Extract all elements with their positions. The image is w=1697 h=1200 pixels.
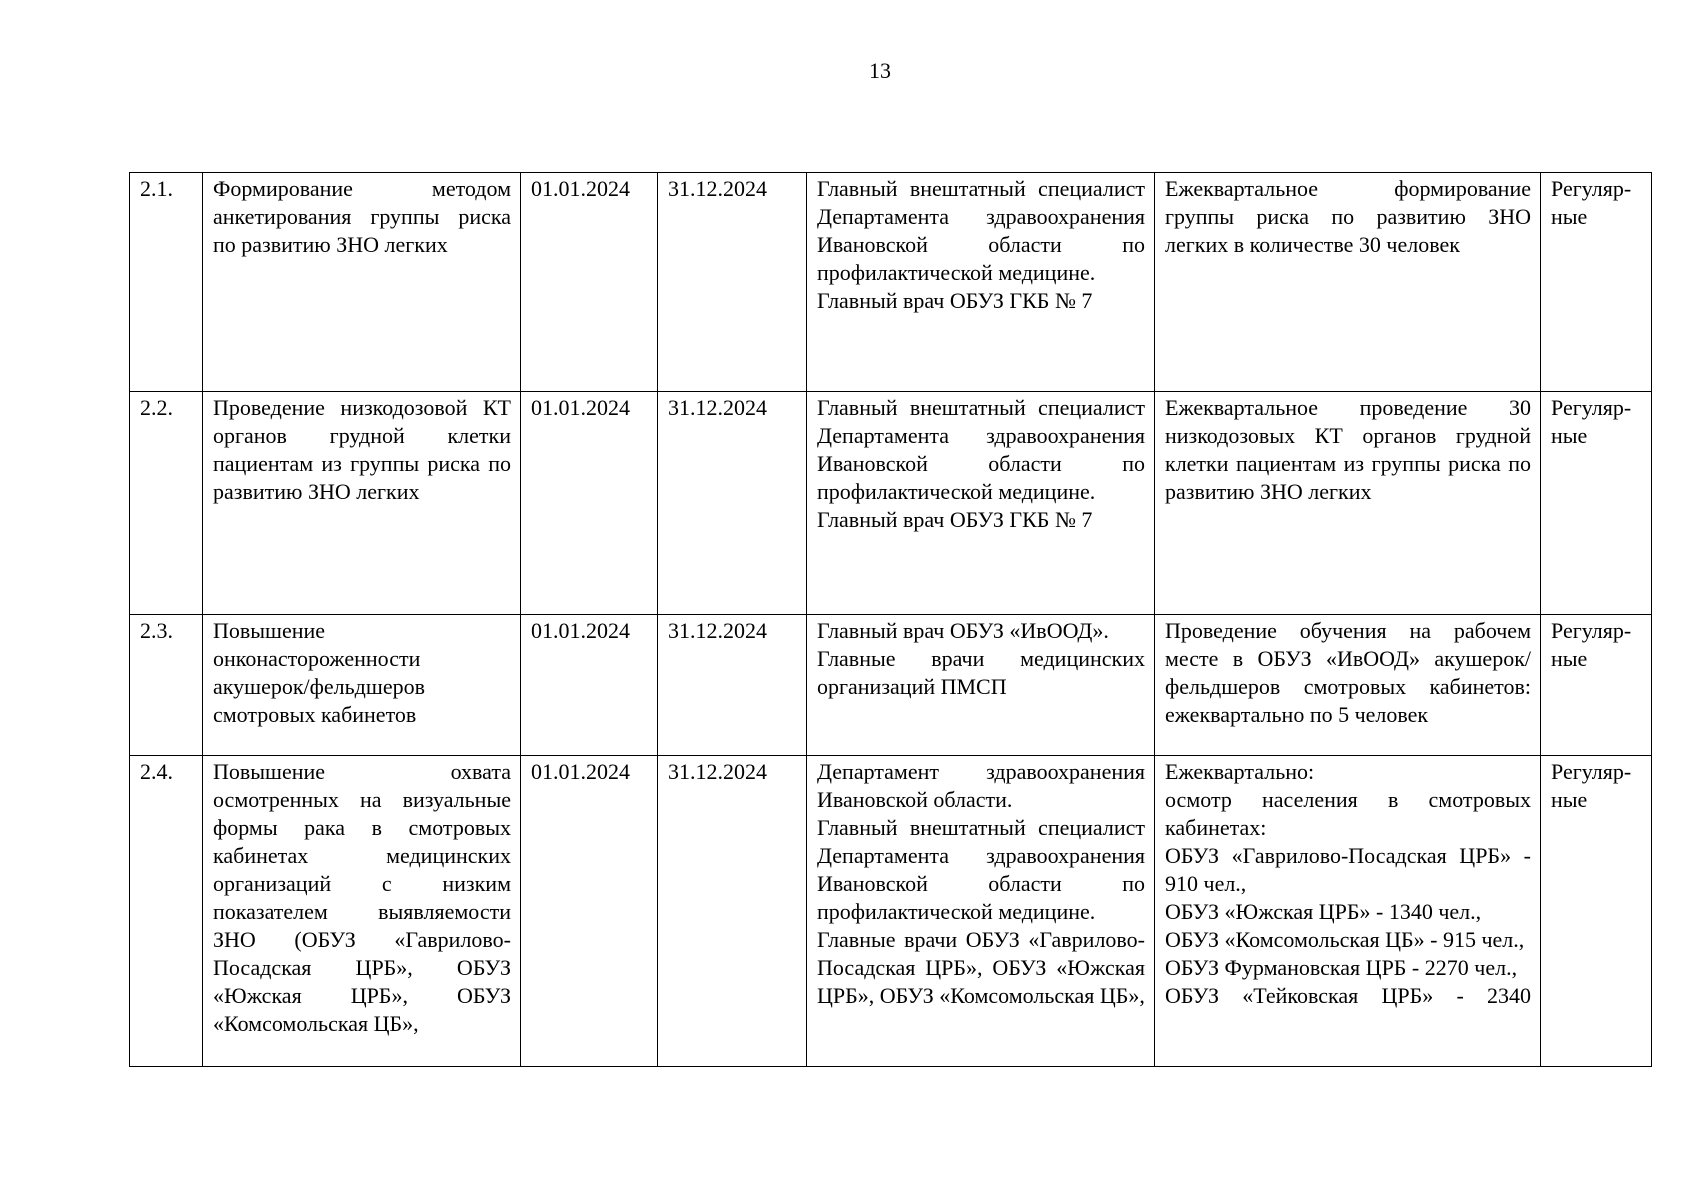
responsible-line: Главный внештатный специалист Департамента здравоохранения Ивановской области по профилактической медицине. <box>817 395 1145 504</box>
result-line: ОБУЗ «Комсомольская ЦБ» - 915 чел., <box>1165 927 1525 952</box>
responsible-line: Главные врачи медицинских организаций ПМСП <box>817 646 1145 699</box>
event-description: Формирование методом анкетирования группы риска по развитию ЗНО легких <box>203 173 521 392</box>
result-line: Ежеквартально: <box>1165 759 1315 784</box>
event-type: Регуляр-ные <box>1541 615 1652 756</box>
table-row <box>130 392 1652 615</box>
start-date: 01.01.2024 <box>521 392 658 615</box>
expected-result: Ежеквартальное проведение 30 низкодозовых КТ органов грудной клетки пациентам из группы риска по развитию ЗНО легких <box>1155 392 1541 615</box>
start-date: 01.01.2024 <box>521 615 658 756</box>
row-number: 2.1. <box>130 173 203 392</box>
responsible-persons <box>807 756 1155 1067</box>
table-row <box>130 173 1652 392</box>
expected-result: Проведение обучения на рабочем месте в ОБУЗ «ИвООД» акушерок/фельдшеров смотровых кабинетов: ежеквартально по 5 человек <box>1155 615 1541 756</box>
start-date: 01.01.2024 <box>521 173 658 392</box>
end-date: 31.12.2024 <box>658 173 807 392</box>
event-description: Повышение охвата осмотренных на визуальные формы рака в смотровых кабинетах медицинских организаций с низким показателем выявляемости ЗНО (ОБУЗ «Гаврилово-Посадская ЦРБ», ОБУЗ «Южская ЦРБ», ОБУЗ «Комсомольская ЦБ», <box>203 756 521 1067</box>
responsible-line: Главные врачи ОБУЗ «Гаврилово-Посадская ЦРБ», ОБУЗ «Южская ЦРБ», ОБУЗ «Комсомольская ЦБ», <box>817 927 1145 1008</box>
action-plan-table <box>129 172 1652 1067</box>
event-description: Проведение низкодозовой КТ органов грудной клетки пациентам из группы риска по развитию ЗНО легких <box>203 392 521 615</box>
responsible-line: Главный внештатный специалист Департамента здравоохранения Ивановской области по профилактической медицине. <box>817 176 1145 285</box>
end-date: 31.12.2024 <box>658 756 807 1067</box>
table-row <box>130 756 1652 1067</box>
start-date: 01.01.2024 <box>521 756 658 1067</box>
responsible-line: Департамент здравоохранения Ивановской области. <box>817 759 1145 812</box>
responsible-persons <box>807 615 1155 756</box>
responsible-line: Главный врач ОБУЗ ГКБ № 7 <box>817 507 1093 532</box>
end-date: 31.12.2024 <box>658 615 807 756</box>
responsible-line: Главный врач ОБУЗ «ИвООД». <box>817 618 1109 643</box>
result-line: ОБУЗ «Гаврилово-Посадская ЦРБ» - 910 чел., <box>1165 843 1531 896</box>
responsible-line: Главный внештатный специалист Департамента здравоохранения Ивановской области по профилактической медицине. <box>817 815 1145 924</box>
responsible-line: Главный врач ОБУЗ ГКБ № 7 <box>817 288 1093 313</box>
table-row <box>130 615 1652 756</box>
event-type: Регуляр-ные <box>1541 392 1652 615</box>
event-type: Регуляр-ные <box>1541 173 1652 392</box>
expected-result <box>1155 756 1541 1067</box>
result-line: ОБУЗ «Тейковская ЦРБ» - 2340 <box>1165 983 1531 1008</box>
event-description: Повышение онконастороженности акушерок/фельдшеров смотровых кабинетов <box>203 615 521 756</box>
result-line: осмотр населения в смотровых кабинетах: <box>1165 787 1531 840</box>
result-line: ОБУЗ Фурмановская ЦРБ - 2270 чел., <box>1165 955 1518 980</box>
responsible-persons <box>807 392 1155 615</box>
row-number: 2.2. <box>130 392 203 615</box>
row-number: 2.4. <box>130 756 203 1067</box>
end-date: 31.12.2024 <box>658 392 807 615</box>
event-type: Регуляр-ные <box>1541 756 1652 1067</box>
responsible-persons <box>807 173 1155 392</box>
result-line: ОБУЗ «Южская ЦРБ» - 1340 чел., <box>1165 899 1482 924</box>
page-number: 13 <box>869 58 891 83</box>
row-number: 2.3. <box>130 615 203 756</box>
expected-result: Ежеквартальное формирование группы риска по развитию ЗНО легких в количестве 30 человек <box>1155 173 1541 392</box>
